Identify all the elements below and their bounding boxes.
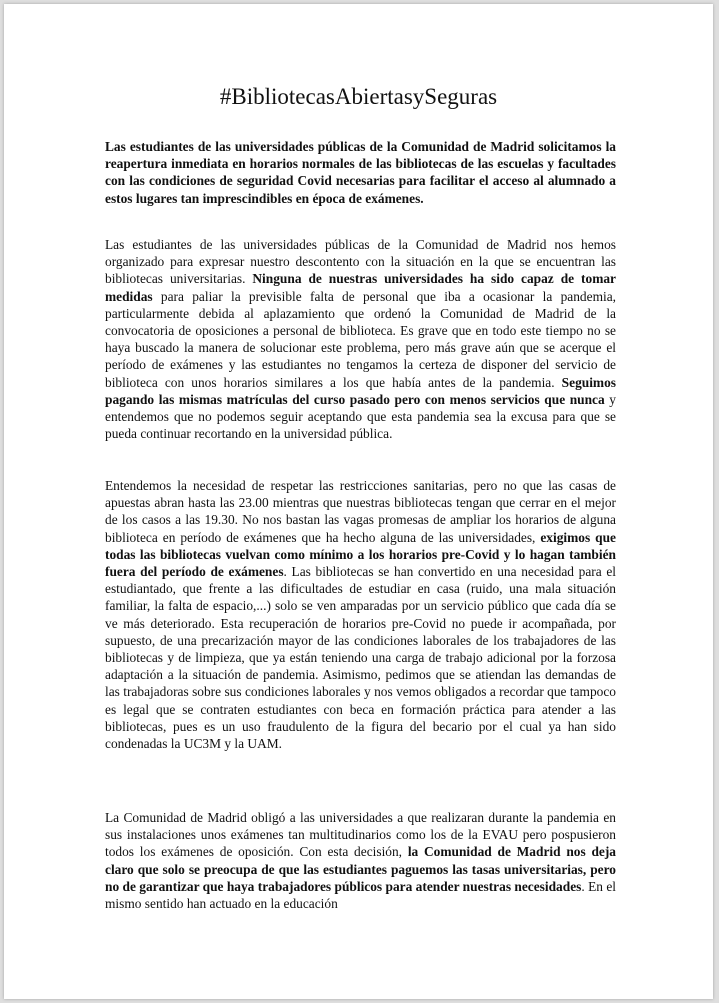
p2-text-c: . Las bibliotecas se han convertido en una necesidad para el estudiantado, que frente a las dificultades de estudiar en casa (ruido, una mala situación familiar, la falta de espacio,...) solo se ven amparadas por un servicio público que cada día se ve más deteriorado. Esta recuperación de horarios pre-Covid no puede ir acompañada, por supuesto, de una precarización mayor de las condiciones laborales de los trabajadores de las bibliotecas y de limpieza, que ya están teniendo una carga de trabajo adicional por la forzosa adaptación a la situación de pandemia. Asimismo, pedimos que se atiendan las demandas de las trabajadoras sobre sus condiciones laborales y nos vemos obligados a recordar que tampoco es legal que se contraten estudiantes con beca en formación práctica para atender a las bibliotecas, pues es un uso fraudulento de la figura del becario por el cual ya han sido condenadas la UC3M y la UAM.: [105, 564, 617, 752]
intro-paragraph: Las estudiantes de las universidades públicas de la Comunidad de Madrid solicitamos la reapertura inmediata en horarios normales de las bibliotecas de las escuelas y facultades con las condiciones de seguridad Covid necesarias para facilitar el acceso al alumnado a estos lugares tan imprescindibles en época de exámenes.: [105, 139, 616, 206]
p3-bold-b: la Comunidad de Madrid nos deja claro que solo se preocupa de que las estudiantes paguemos las tasas universitarias, pero no de garantizar que haya trabajadores públicos para atender nuestras necesidades: [105, 844, 617, 894]
document-title: #BibliotecasAbiertasySeguras: [219, 84, 498, 109]
p3-text-a: La Comunidad de Madrid obligó a las universidades a que realizaran durante la pandemia en sus instalaciones unos exámenes tan multitudinarios como los de la EVAU pero pospusieron todos los exámenes de oposición. Con esta decisión,: [105, 810, 616, 860]
p2-text-a: Entendemos la necesidad de respetar las restricciones sanitarias, pero no que las casas de apuestas abran hasta las 23.00 mientras que nuestras bibliotecas tengan que cerrar en el mejor de los casos a las 19.30. No nos bastan las vagas promesas de ampliar los horarios de alguna biblioteca en período de exámenes que ha hecho alguna de las universidades,: [105, 478, 616, 545]
document-page: [4, 4, 713, 999]
p1-bold-d: Seguimos pagando las mismas matrículas del curso pasado pero con menos servicios que nunca: [105, 374, 616, 407]
p1-bold-b: Ninguna de nuestras universidades ha sido capaz de tomar medidas: [105, 271, 616, 304]
paragraph-2: [105, 477, 616, 752]
p1-text-e: y entendemos que no podemos seguir aceptando que esta pandemia sea la excusa para que se pueda continuar recortando en la universidad pública.: [105, 391, 616, 442]
paragraph-3: [105, 809, 616, 912]
p2-bold-b: exigimos que todas las bibliotecas vuelvan como mínimo a los horarios pre-Covid y lo hagan también fuera del período de exámenes: [105, 529, 616, 580]
paragraph-1: [105, 236, 616, 442]
p3-text-c: . En el mismo sentido han actuado en la educación: [105, 878, 616, 912]
p1-text-a: Las estudiantes de las universidades públicas de la Comunidad de Madrid nos hemos organizado para expresar nuestro descontento con la situación en la que se encuentran las bibliotecas universitarias.: [105, 237, 616, 287]
p1-text-c: para paliar la previsible falta de personal que iba a ocasionar la pandemia, particularmente debida al aplazamiento que ordenó la Comunidad de Madrid de la convocatoria de oposiciones a personal de biblioteca. Es grave que en todo este tiempo no se haya buscado la manera de solucionar este problema, pero más grave aún que se acerque el período de exámenes y las estudiantes no tengamos la certeza de disponer del servicio de biblioteca con unos horarios similares a los que había antes de la pandemia.: [105, 288, 616, 390]
